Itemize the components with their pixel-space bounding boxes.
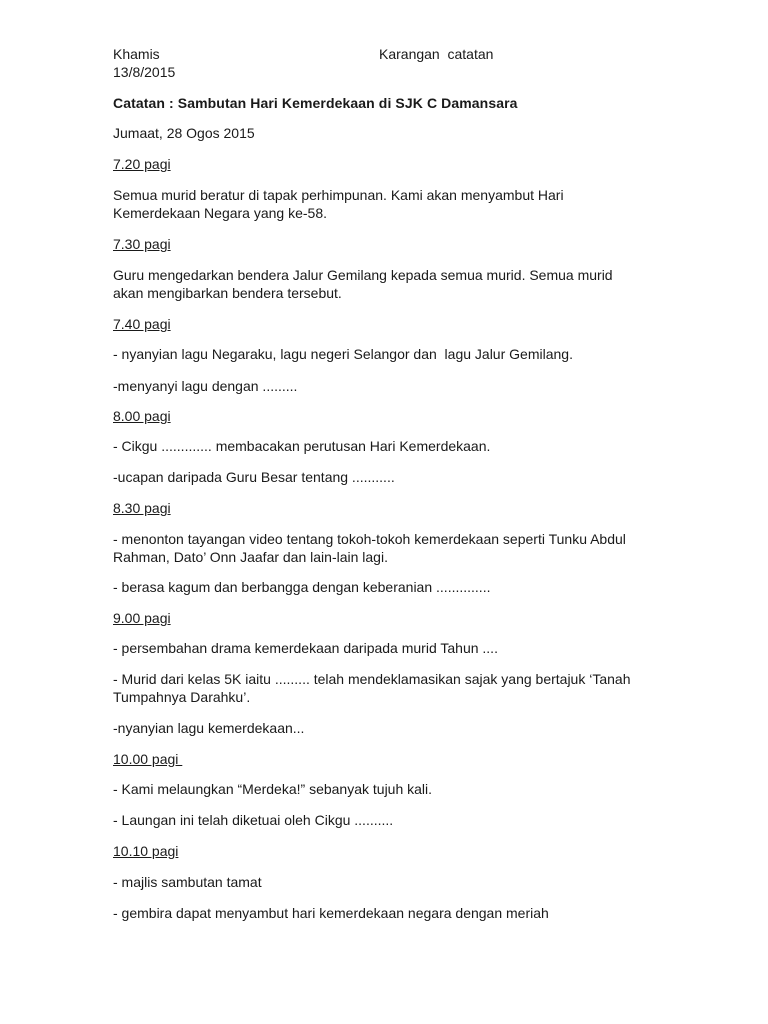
entry-text: - Cikgu ............. membacakan perutusan Hari Kemerdekaan. bbox=[113, 438, 491, 454]
event-date: Jumaat, 28 Ogos 2015 bbox=[113, 125, 255, 141]
entry-text: - Kami melaungkan “Merdeka!” sebanyak tujuh kali. bbox=[113, 781, 433, 797]
entry-time: 7.20 pagi bbox=[113, 156, 171, 172]
entry-text: Guru mengedarkan bendera Jalur Gemilang kepada semua murid. Semua murid akan mengibarkan bendera tersebut. bbox=[113, 267, 613, 301]
entry-text: -ucapan daripada Guru Besar tentang ........... bbox=[113, 469, 395, 485]
entry-text: Semua murid beratur di tapak perhimpunan. Kami akan menyambut Hari Kemerdekaan Negara yang ke-58. bbox=[113, 187, 564, 221]
entry-time: 7.40 pagi bbox=[113, 316, 171, 332]
header-day: Khamis bbox=[113, 46, 160, 62]
entry-text: - berasa kagum dan berbangga dengan keberanian .............. bbox=[113, 579, 491, 595]
entry-time: 8.00 pagi bbox=[113, 408, 171, 424]
entry-time: 9.00 pagi bbox=[113, 610, 171, 626]
entry-time: 10.00 pagi bbox=[113, 751, 183, 767]
header-essay-type: Karangan catatan bbox=[379, 46, 494, 62]
entry-text: - persembahan drama kemerdekaan daripada murid Tahun .... bbox=[113, 640, 498, 656]
entry-time: 10.10 pagi bbox=[113, 843, 179, 859]
entry-text: - gembira dapat menyambut hari kemerdekaan negara dengan meriah bbox=[113, 905, 549, 921]
entry-text: - Laungan ini telah diketuai oleh Cikgu .......... bbox=[113, 812, 394, 828]
entry-text: - menonton tayangan video tentang tokoh-tokoh kemerdekaan seperti Tunku Abdul Rahman, Dato’ Onn Jaafar dan lain-lain lagi. bbox=[113, 531, 626, 565]
entry-text: - majlis sambutan tamat bbox=[113, 874, 262, 890]
entry-text: -nyanyian lagu kemerdekaan... bbox=[113, 720, 305, 736]
entry-text: - nyanyian lagu Negaraku, lagu negeri Selangor dan lagu Jalur Gemilang. bbox=[113, 346, 573, 362]
header-date: 13/8/2015 bbox=[113, 64, 176, 80]
entry-time: 8.30 pagi bbox=[113, 500, 171, 516]
entry-time: 7.30 pagi bbox=[113, 236, 171, 252]
entry-text: -menyanyi lagu dengan ......... bbox=[113, 378, 298, 394]
document-title: Catatan : Sambutan Hari Kemerdekaan di SJK C Damansara bbox=[113, 95, 518, 111]
entry-text: - Murid dari kelas 5K iaitu ......... telah mendeklamasikan sajak yang bertajuk ‘Tanah Tumpahnya Darahku’. bbox=[113, 671, 631, 705]
